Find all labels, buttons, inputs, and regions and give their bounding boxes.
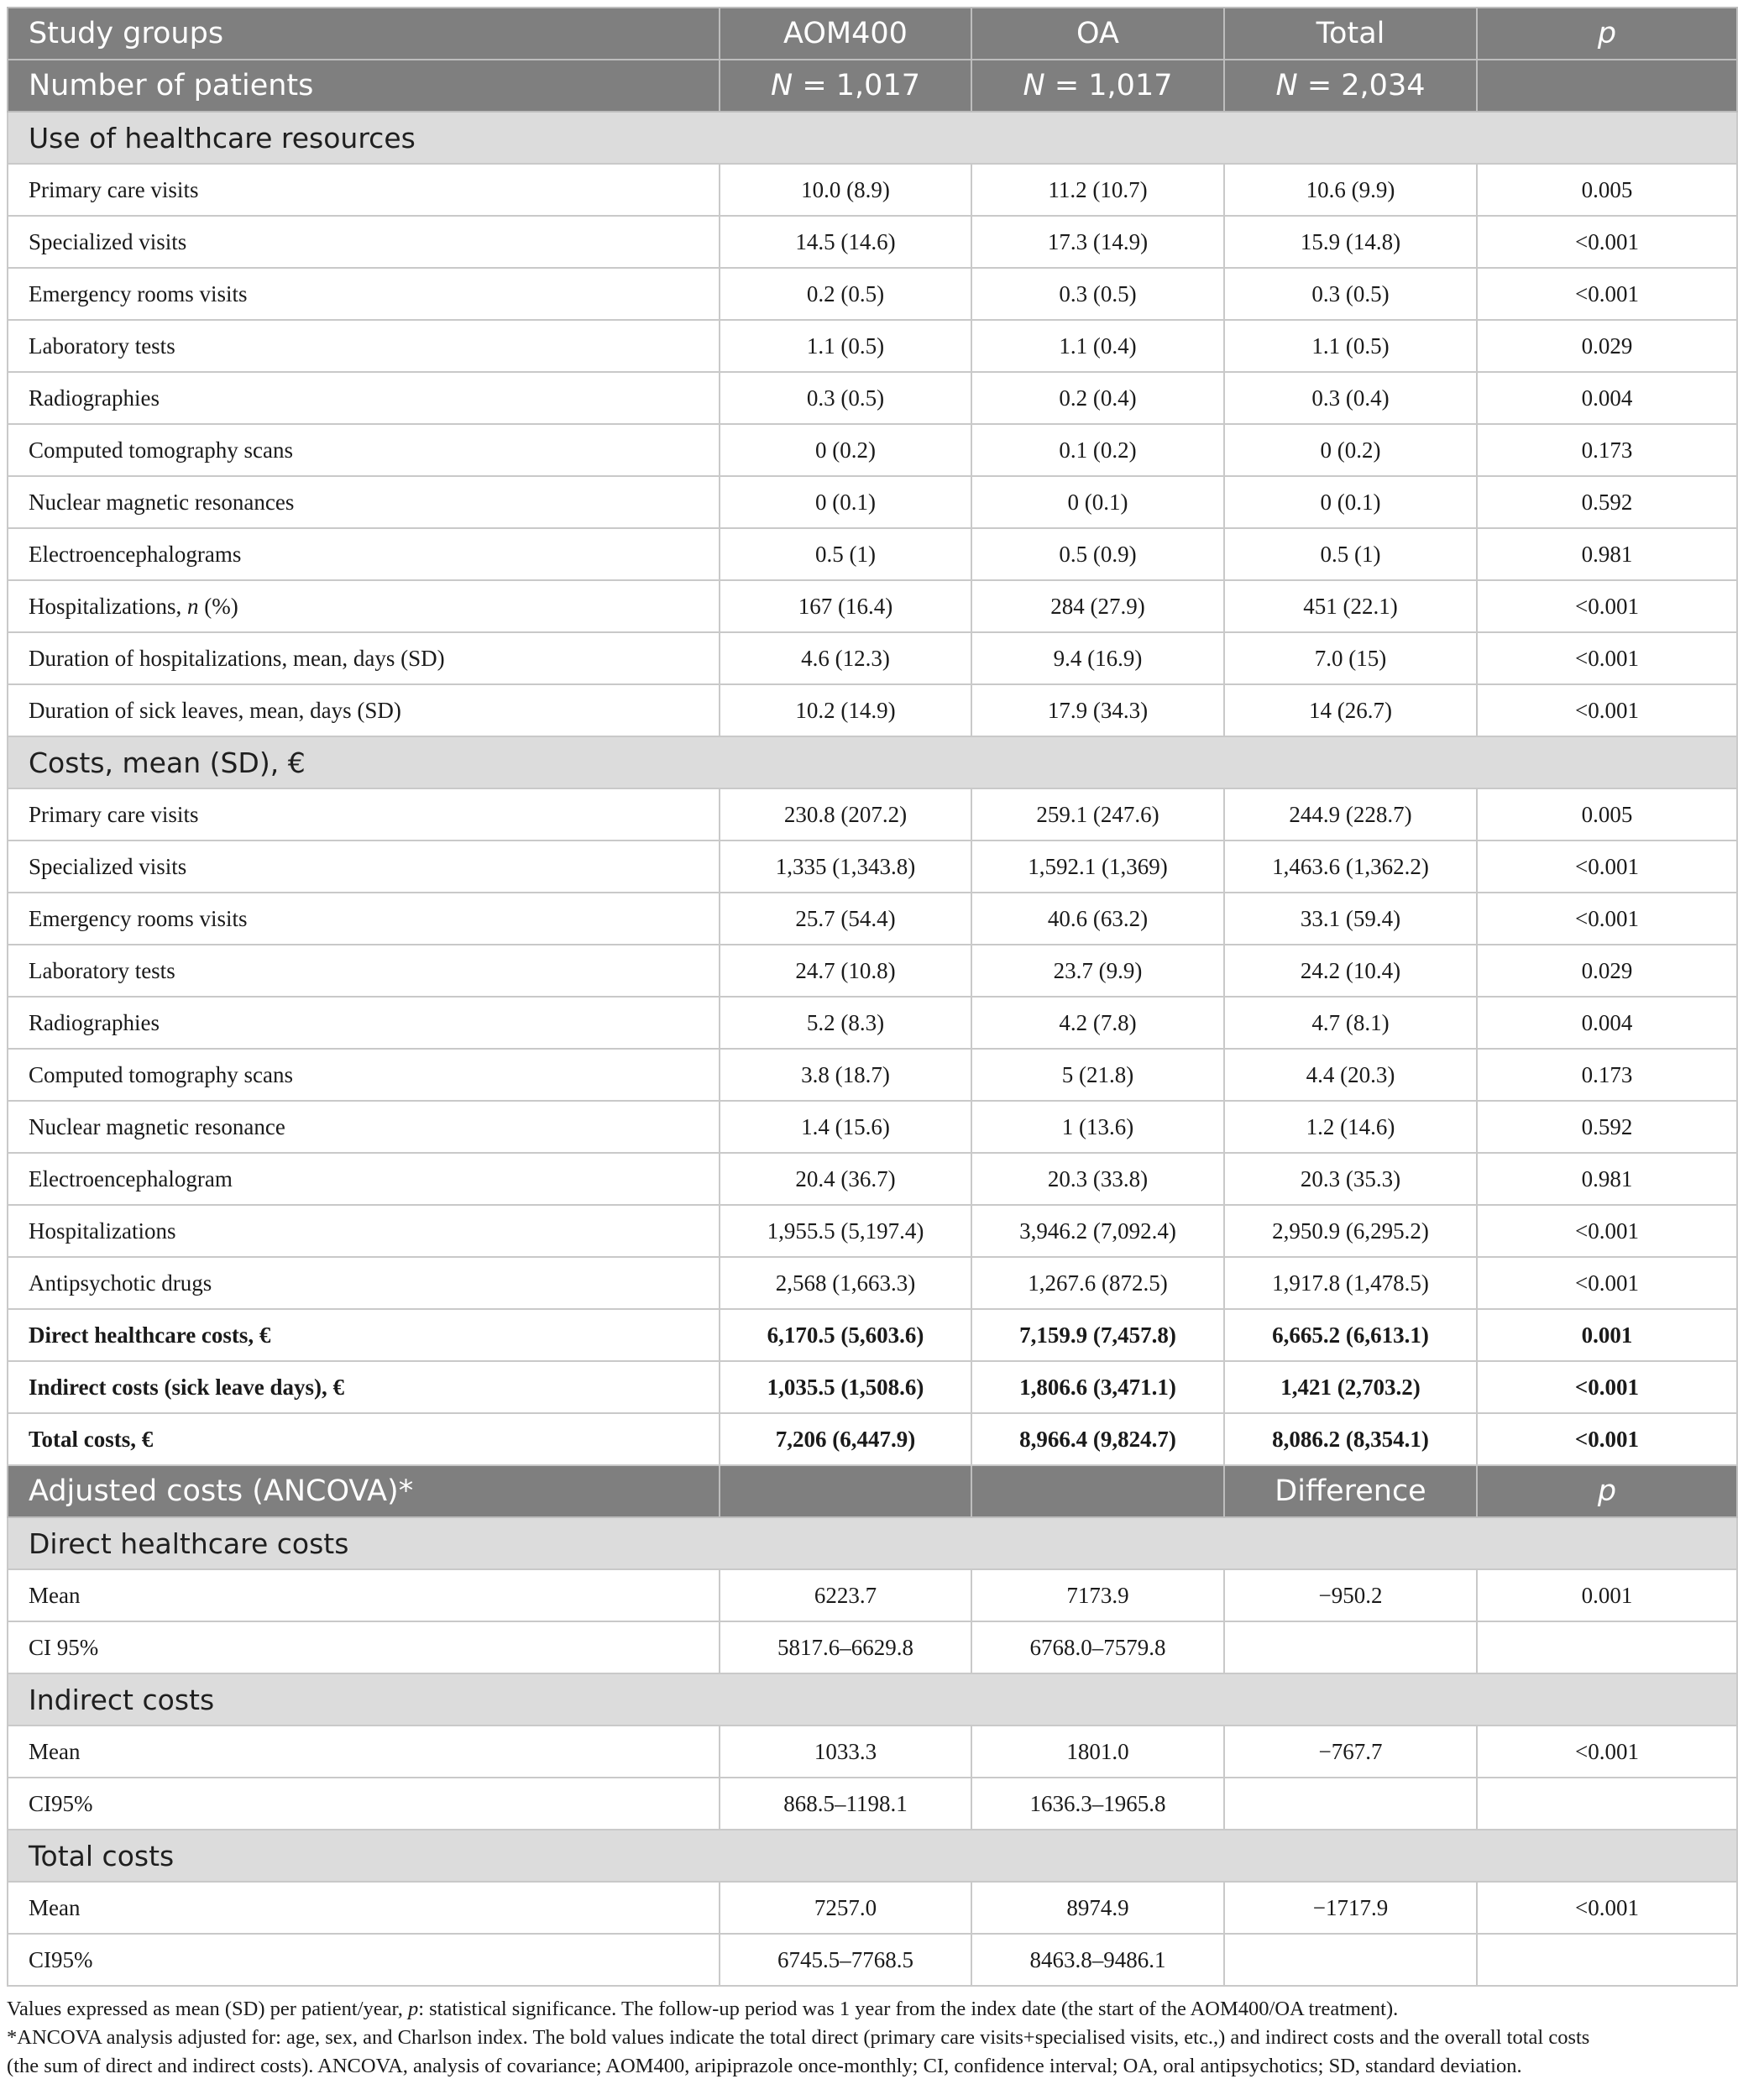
adjusted-label: Adjusted costs (ANCOVA)* xyxy=(8,1465,720,1517)
oa-value: 0.3 (0.5) xyxy=(971,268,1224,320)
table-row xyxy=(8,1361,1737,1413)
header-aom400: AOM400 xyxy=(720,8,971,60)
p-value xyxy=(1477,1934,1737,1986)
p-value: 0.029 xyxy=(1477,945,1737,997)
total-value: 10.6 (9.9) xyxy=(1224,164,1477,216)
aom400-value: 1,335 (1,343.8) xyxy=(720,841,971,893)
p-value: 0.173 xyxy=(1477,1049,1737,1101)
p-value: 0.001 xyxy=(1477,1309,1737,1361)
n-symbol: N xyxy=(1275,69,1298,102)
aom400-value: 7,206 (6,447.9) xyxy=(720,1413,971,1465)
row-label: Direct healthcare costs, € xyxy=(8,1309,720,1361)
header-row-study-groups xyxy=(8,8,1737,60)
aom400-value: 868.5–1198.1 xyxy=(720,1778,971,1830)
p-value: <0.001 xyxy=(1477,216,1737,268)
row-label: Primary care visits xyxy=(8,164,720,216)
row-label: Total costs, € xyxy=(8,1413,720,1465)
table-row xyxy=(8,1257,1737,1309)
aom400-value: 20.4 (36.7) xyxy=(720,1153,971,1205)
header-row-patients xyxy=(8,60,1737,112)
aom400-value: 1.1 (0.5) xyxy=(720,320,971,372)
table-row xyxy=(8,372,1737,424)
header-label: Study groups xyxy=(8,8,720,60)
patients-p xyxy=(1477,60,1737,112)
p-value: <0.001 xyxy=(1477,1882,1737,1934)
table-row xyxy=(8,1153,1737,1205)
p-value xyxy=(1477,1621,1737,1673)
total-value: 4.4 (20.3) xyxy=(1224,1049,1477,1101)
section-adjusted-total xyxy=(8,1830,1737,1882)
aom400-value: 1,035.5 (1,508.6) xyxy=(720,1361,971,1413)
total-value: 7.0 (15) xyxy=(1224,632,1477,684)
table-row xyxy=(8,1778,1737,1830)
row-label: Duration of sick leaves, mean, days (SD) xyxy=(8,684,720,736)
cost-table xyxy=(7,7,1738,1987)
n-value: = 1,017 xyxy=(1044,69,1173,102)
section-title: Use of healthcare resources xyxy=(8,112,1737,164)
p-value: 0.981 xyxy=(1477,1153,1737,1205)
table-row xyxy=(8,684,1737,736)
oa-value: 1801.0 xyxy=(971,1726,1224,1778)
p-value: 0.592 xyxy=(1477,476,1737,528)
p-value: <0.001 xyxy=(1477,893,1737,945)
table-row xyxy=(8,216,1737,268)
aom400-value: 1,955.5 (5,197.4) xyxy=(720,1205,971,1257)
n-value: = 1,017 xyxy=(793,69,920,102)
oa-value: 0.2 (0.4) xyxy=(971,372,1224,424)
adjusted-difference: Difference xyxy=(1224,1465,1477,1517)
adjusted-p: p xyxy=(1477,1465,1737,1517)
oa-value: 0.1 (0.2) xyxy=(971,424,1224,476)
oa-value: 8,966.4 (9,824.7) xyxy=(971,1413,1224,1465)
patients-label: Number of patients xyxy=(8,60,720,112)
table-row xyxy=(8,997,1737,1049)
oa-value: 5 (21.8) xyxy=(971,1049,1224,1101)
n-symbol: N xyxy=(771,69,793,102)
row-label: Primary care visits xyxy=(8,788,720,841)
p-value: 0.001 xyxy=(1477,1569,1737,1621)
total-value: 0.3 (0.5) xyxy=(1224,268,1477,320)
aom400-value: 0 (0.1) xyxy=(720,476,971,528)
oa-value: 4.2 (7.8) xyxy=(971,997,1224,1049)
oa-value: 17.9 (34.3) xyxy=(971,684,1224,736)
total-value: 33.1 (59.4) xyxy=(1224,893,1477,945)
table-row xyxy=(8,320,1737,372)
p-value: <0.001 xyxy=(1477,632,1737,684)
table-row xyxy=(8,1934,1737,1986)
total-value: 4.7 (8.1) xyxy=(1224,997,1477,1049)
table-row xyxy=(8,1101,1737,1153)
row-label: Indirect costs (sick leave days), € xyxy=(8,1361,720,1413)
total-value xyxy=(1224,1621,1477,1673)
adjusted-empty xyxy=(971,1465,1224,1517)
oa-value: 1,806.6 (3,471.1) xyxy=(971,1361,1224,1413)
row-label: Mean xyxy=(8,1569,720,1621)
row-label: CI95% xyxy=(8,1778,720,1830)
aom400-value: 6,170.5 (5,603.6) xyxy=(720,1309,971,1361)
row-label: Radiographies xyxy=(8,997,720,1049)
total-value: 1,463.6 (1,362.2) xyxy=(1224,841,1477,893)
adjusted-empty xyxy=(720,1465,971,1517)
total-value: 20.3 (35.3) xyxy=(1224,1153,1477,1205)
total-value: 14 (26.7) xyxy=(1224,684,1477,736)
table-row xyxy=(8,1049,1737,1101)
oa-value: 0.5 (0.9) xyxy=(971,528,1224,580)
p-value: <0.001 xyxy=(1477,841,1737,893)
total-value: 2,950.9 (6,295.2) xyxy=(1224,1205,1477,1257)
row-label: Mean xyxy=(8,1882,720,1934)
p-value: <0.001 xyxy=(1477,1205,1737,1257)
oa-value: 1636.3–1965.8 xyxy=(971,1778,1224,1830)
total-value xyxy=(1224,1934,1477,1986)
total-value: 15.9 (14.8) xyxy=(1224,216,1477,268)
row-label: Nuclear magnetic resonances xyxy=(8,476,720,528)
table-row xyxy=(8,1621,1737,1673)
row-label: Specialized visits xyxy=(8,216,720,268)
total-value xyxy=(1224,1778,1477,1830)
patients-total xyxy=(1224,60,1477,112)
p-value: <0.001 xyxy=(1477,684,1737,736)
row-label: Computed tomography scans xyxy=(8,1049,720,1101)
row-label: Emergency rooms visits xyxy=(8,893,720,945)
section-costs xyxy=(8,736,1737,788)
aom400-value: 167 (16.4) xyxy=(720,580,971,632)
table-row xyxy=(8,632,1737,684)
row-label: Nuclear magnetic resonance xyxy=(8,1101,720,1153)
row-label: Duration of hospitalizations, mean, days (SD) xyxy=(8,632,720,684)
oa-value: 3,946.2 (7,092.4) xyxy=(971,1205,1224,1257)
row-label: Radiographies xyxy=(8,372,720,424)
table-row xyxy=(8,841,1737,893)
oa-value: 259.1 (247.6) xyxy=(971,788,1224,841)
oa-value: 11.2 (10.7) xyxy=(971,164,1224,216)
aom400-value: 230.8 (207.2) xyxy=(720,788,971,841)
total-value: 1.2 (14.6) xyxy=(1224,1101,1477,1153)
n-symbol: N xyxy=(1023,69,1045,102)
total-value: 0.5 (1) xyxy=(1224,528,1477,580)
oa-value: 8463.8–9486.1 xyxy=(971,1934,1224,1986)
total-value: 451 (22.1) xyxy=(1224,580,1477,632)
p-value: 0.592 xyxy=(1477,1101,1737,1153)
p-value: <0.001 xyxy=(1477,580,1737,632)
aom400-value: 14.5 (14.6) xyxy=(720,216,971,268)
oa-value: 9.4 (16.9) xyxy=(971,632,1224,684)
aom400-value: 7257.0 xyxy=(720,1882,971,1934)
table-row xyxy=(8,1413,1737,1465)
section-adjusted-indirect xyxy=(8,1673,1737,1726)
row-label: Computed tomography scans xyxy=(8,424,720,476)
total-value: 1,917.8 (1,478.5) xyxy=(1224,1257,1477,1309)
row-label: CI 95% xyxy=(8,1621,720,1673)
table-row xyxy=(8,893,1737,945)
header-oa: OA xyxy=(971,8,1224,60)
aom400-value: 6745.5–7768.5 xyxy=(720,1934,971,1986)
oa-value: 284 (27.9) xyxy=(971,580,1224,632)
row-label: Electroencephalogram xyxy=(8,1153,720,1205)
n-value: = 2,034 xyxy=(1297,69,1426,102)
aom400-value: 5817.6–6629.8 xyxy=(720,1621,971,1673)
oa-value: 7,159.9 (7,457.8) xyxy=(971,1309,1224,1361)
p-value: <0.001 xyxy=(1477,268,1737,320)
total-value: −1717.9 xyxy=(1224,1882,1477,1934)
oa-value: 1,592.1 (1,369) xyxy=(971,841,1224,893)
aom400-value: 4.6 (12.3) xyxy=(720,632,971,684)
row-label: Laboratory tests xyxy=(8,320,720,372)
header-p: p xyxy=(1477,8,1737,60)
p-value: 0.004 xyxy=(1477,997,1737,1049)
row-label: CI95% xyxy=(8,1934,720,1986)
section-title: Costs, mean (SD), € xyxy=(8,736,1737,788)
p-value: <0.001 xyxy=(1477,1413,1737,1465)
p-value: <0.001 xyxy=(1477,1726,1737,1778)
table-row xyxy=(8,1726,1737,1778)
p-value: 0.005 xyxy=(1477,788,1737,841)
aom400-value: 5.2 (8.3) xyxy=(720,997,971,1049)
oa-value: 6768.0–7579.8 xyxy=(971,1621,1224,1673)
total-value: 244.9 (228.7) xyxy=(1224,788,1477,841)
section-title: Total costs xyxy=(8,1830,1737,1882)
row-label: Emergency rooms visits xyxy=(8,268,720,320)
aom400-value: 6223.7 xyxy=(720,1569,971,1621)
total-value: 1,421 (2,703.2) xyxy=(1224,1361,1477,1413)
total-value: 6,665.2 (6,613.1) xyxy=(1224,1309,1477,1361)
total-value: 0.3 (0.4) xyxy=(1224,372,1477,424)
total-value: −950.2 xyxy=(1224,1569,1477,1621)
table-row xyxy=(8,788,1737,841)
oa-value: 23.7 (9.9) xyxy=(971,945,1224,997)
aom400-value: 3.8 (18.7) xyxy=(720,1049,971,1101)
table-row xyxy=(8,1205,1737,1257)
aom400-value: 1033.3 xyxy=(720,1726,971,1778)
aom400-value: 1.4 (15.6) xyxy=(720,1101,971,1153)
total-value: 1.1 (0.5) xyxy=(1224,320,1477,372)
table-row xyxy=(8,164,1737,216)
aom400-value: 0 (0.2) xyxy=(720,424,971,476)
table-row xyxy=(8,424,1737,476)
table-row xyxy=(8,1882,1737,1934)
footnote-line: (the sum of direct and indirect costs). ANCOVA, analysis of covariance; AOM400, aripiprazole once-monthly; CI, confidence interval; OA, oral antipsychotics; SD, standard deviation. xyxy=(7,2055,1522,2077)
row-label: Electroencephalograms xyxy=(8,528,720,580)
aom400-value: 10.0 (8.9) xyxy=(720,164,971,216)
aom400-value: 25.7 (54.4) xyxy=(720,893,971,945)
total-value: 0 (0.1) xyxy=(1224,476,1477,528)
row-label: Laboratory tests xyxy=(8,945,720,997)
row-label: Mean xyxy=(8,1726,720,1778)
oa-value: 20.3 (33.8) xyxy=(971,1153,1224,1205)
total-value: 0 (0.2) xyxy=(1224,424,1477,476)
aom400-value: 10.2 (14.9) xyxy=(720,684,971,736)
table-footnotes xyxy=(7,1995,1740,2081)
aom400-value: 2,568 (1,663.3) xyxy=(720,1257,971,1309)
aom400-value: 0.5 (1) xyxy=(720,528,971,580)
table-row xyxy=(8,945,1737,997)
p-value: 0.981 xyxy=(1477,528,1737,580)
header-total: Total xyxy=(1224,8,1477,60)
row-label: Specialized visits xyxy=(8,841,720,893)
table-row xyxy=(8,1569,1737,1621)
oa-value: 1,267.6 (872.5) xyxy=(971,1257,1224,1309)
p-value: <0.001 xyxy=(1477,1361,1737,1413)
table-row xyxy=(8,1309,1737,1361)
oa-value: 1.1 (0.4) xyxy=(971,320,1224,372)
section-title: Direct healthcare costs xyxy=(8,1517,1737,1569)
p-value: 0.173 xyxy=(1477,424,1737,476)
table-row xyxy=(8,476,1737,528)
row-label: Hospitalizations xyxy=(8,1205,720,1257)
row-label: Hospitalizations, n (%) xyxy=(8,580,720,632)
table-row xyxy=(8,268,1737,320)
section-resources xyxy=(8,112,1737,164)
section-title: Indirect costs xyxy=(8,1673,1737,1726)
oa-value: 0 (0.1) xyxy=(971,476,1224,528)
p-value xyxy=(1477,1778,1737,1830)
header-row-adjusted xyxy=(8,1465,1737,1517)
aom400-value: 0.3 (0.5) xyxy=(720,372,971,424)
total-value: 24.2 (10.4) xyxy=(1224,945,1477,997)
table-row xyxy=(8,528,1737,580)
footnote-line: Values expressed as mean (SD) per patient/year, p: statistical significance. The follow-up period was 1 year from the index date (the start of the AOM400/OA treatment). xyxy=(7,1998,1399,2020)
total-value: −767.7 xyxy=(1224,1726,1477,1778)
aom400-value: 24.7 (10.8) xyxy=(720,945,971,997)
oa-value: 7173.9 xyxy=(971,1569,1224,1621)
p-value: 0.004 xyxy=(1477,372,1737,424)
p-value: <0.001 xyxy=(1477,1257,1737,1309)
p-value: 0.029 xyxy=(1477,320,1737,372)
oa-value: 8974.9 xyxy=(971,1882,1224,1934)
table-row xyxy=(8,580,1737,632)
patients-oa xyxy=(971,60,1224,112)
oa-value: 40.6 (63.2) xyxy=(971,893,1224,945)
oa-value: 1 (13.6) xyxy=(971,1101,1224,1153)
total-value: 8,086.2 (8,354.1) xyxy=(1224,1413,1477,1465)
table-page xyxy=(7,7,1736,2081)
aom400-value: 0.2 (0.5) xyxy=(720,268,971,320)
p-value: 0.005 xyxy=(1477,164,1737,216)
oa-value: 17.3 (14.9) xyxy=(971,216,1224,268)
section-adjusted-direct xyxy=(8,1517,1737,1569)
patients-aom400 xyxy=(720,60,971,112)
footnote-line: *ANCOVA analysis adjusted for: age, sex, and Charlson index. The bold values indicate the total direct (primary care visits+specialised visits, etc.,) and indirect costs and the overall total costs xyxy=(7,2026,1590,2049)
row-label: Antipsychotic drugs xyxy=(8,1257,720,1309)
